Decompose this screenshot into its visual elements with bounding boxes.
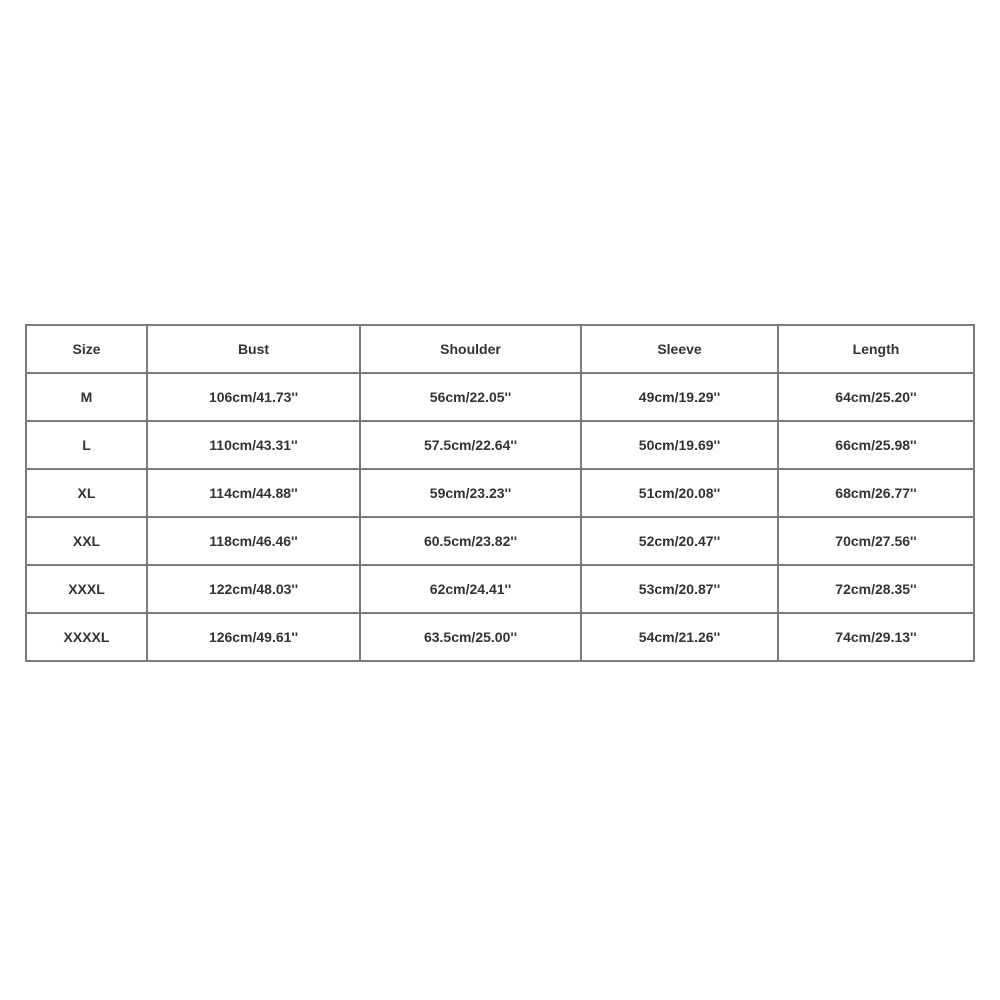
cell-shoulder: 60.5cm/23.82'' bbox=[360, 517, 581, 565]
cell-size: XL bbox=[26, 469, 147, 517]
cell-sleeve: 49cm/19.29'' bbox=[581, 373, 778, 421]
cell-bust: 126cm/49.61'' bbox=[147, 613, 360, 661]
cell-bust: 118cm/46.46'' bbox=[147, 517, 360, 565]
header-sleeve: Sleeve bbox=[581, 325, 778, 373]
cell-bust: 110cm/43.31'' bbox=[147, 421, 360, 469]
cell-length: 68cm/26.77'' bbox=[778, 469, 974, 517]
cell-shoulder: 63.5cm/25.00'' bbox=[360, 613, 581, 661]
table-row bbox=[26, 421, 974, 469]
cell-length: 72cm/28.35'' bbox=[778, 565, 974, 613]
cell-shoulder: 57.5cm/22.64'' bbox=[360, 421, 581, 469]
cell-bust: 114cm/44.88'' bbox=[147, 469, 360, 517]
table-row bbox=[26, 373, 974, 421]
table-row bbox=[26, 565, 974, 613]
header-length: Length bbox=[778, 325, 974, 373]
cell-length: 74cm/29.13'' bbox=[778, 613, 974, 661]
cell-shoulder: 59cm/23.23'' bbox=[360, 469, 581, 517]
cell-size: XXXL bbox=[26, 565, 147, 613]
cell-sleeve: 52cm/20.47'' bbox=[581, 517, 778, 565]
header-row bbox=[26, 325, 974, 373]
table-row bbox=[26, 517, 974, 565]
cell-shoulder: 62cm/24.41'' bbox=[360, 565, 581, 613]
cell-size: L bbox=[26, 421, 147, 469]
header-shoulder: Shoulder bbox=[360, 325, 581, 373]
cell-length: 64cm/25.20'' bbox=[778, 373, 974, 421]
cell-sleeve: 51cm/20.08'' bbox=[581, 469, 778, 517]
size-chart-table bbox=[25, 324, 975, 662]
cell-bust: 122cm/48.03'' bbox=[147, 565, 360, 613]
header-bust: Bust bbox=[147, 325, 360, 373]
header-size: Size bbox=[26, 325, 147, 373]
cell-size: XXXXL bbox=[26, 613, 147, 661]
cell-size: M bbox=[26, 373, 147, 421]
cell-shoulder: 56cm/22.05'' bbox=[360, 373, 581, 421]
cell-sleeve: 53cm/20.87'' bbox=[581, 565, 778, 613]
cell-length: 70cm/27.56'' bbox=[778, 517, 974, 565]
cell-sleeve: 54cm/21.26'' bbox=[581, 613, 778, 661]
table-row bbox=[26, 469, 974, 517]
cell-length: 66cm/25.98'' bbox=[778, 421, 974, 469]
table-row bbox=[26, 613, 974, 661]
cell-sleeve: 50cm/19.69'' bbox=[581, 421, 778, 469]
cell-bust: 106cm/41.73'' bbox=[147, 373, 360, 421]
cell-size: XXL bbox=[26, 517, 147, 565]
